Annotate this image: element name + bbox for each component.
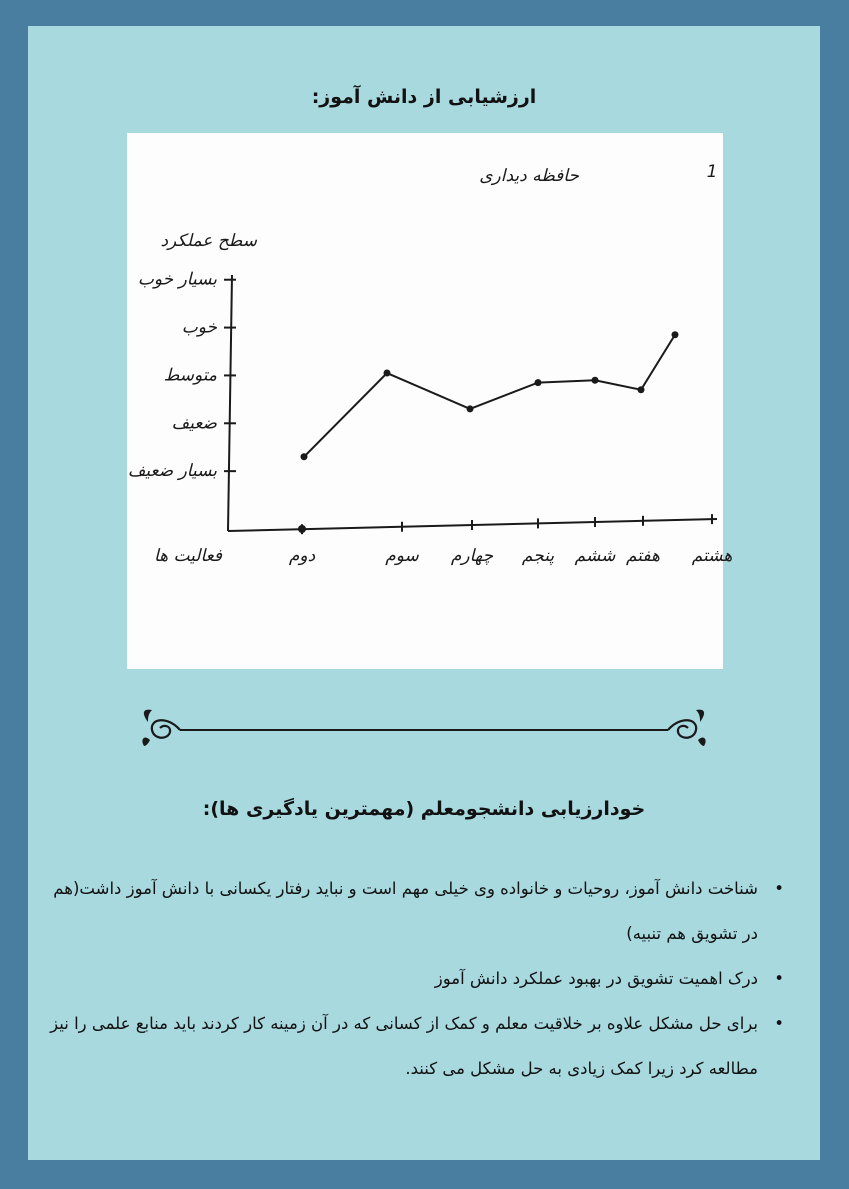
chart-svg <box>127 133 733 669</box>
document-page <box>28 26 820 1160</box>
divider-ornament <box>138 706 710 754</box>
y-tick-label: بسیار ضعیف <box>127 461 217 482</box>
data-point <box>384 370 391 377</box>
data-point <box>467 405 474 412</box>
chart-title: حافظه دیداری <box>479 166 579 186</box>
y-axis-line <box>228 275 232 531</box>
x-tick-label: سوم <box>385 546 419 566</box>
student-evaluation-heading: ارزشیابی از دانش آموز: <box>311 86 537 108</box>
y-tick-label: متوسط <box>163 365 217 386</box>
data-point <box>638 386 645 393</box>
y-tick-label: بسیار خوب <box>137 269 217 290</box>
data-point <box>592 377 599 384</box>
x-tick-label: هشتم <box>691 546 733 566</box>
x-axis-label: فعالیت ها <box>153 546 222 566</box>
list-item: • برای حل مشکل علاوه بر خلاقیت معلم و کمک از کسانی که در آن زمینه کار کردند باید منابع علمی را نیز مطالعه کرد زیرا کمک زیادی به حل مشکل می کنند. <box>48 1001 796 1091</box>
y-tick-label: ضعیف <box>171 413 217 434</box>
x-tick-label: چهارم <box>450 546 494 566</box>
list-item: • درک اهمیت تشویق در بهبود عملکرد دانش آموز <box>48 956 796 1001</box>
data-point <box>301 453 308 460</box>
self-assessment-heading: خودارزیابی دانشجومعلم (مهمترین یادگیری ها): <box>202 798 646 820</box>
x-tick-label: دوم <box>288 546 316 566</box>
hand-drawn-chart <box>127 133 733 669</box>
page-number-mark: 1 <box>706 162 718 182</box>
y-tick-label: خوب <box>181 317 217 338</box>
series-line <box>304 335 675 457</box>
learning-points-list <box>48 866 796 1091</box>
x-tick-label: هفتم <box>625 546 661 566</box>
y-axis-label: سطح عملکرد <box>160 231 257 251</box>
axis-origin-dot <box>298 525 306 533</box>
data-point <box>672 331 679 338</box>
x-tick-label: پنجم <box>521 546 555 566</box>
list-item: • شناخت دانش آموز، روحیات و خانواده وی خیلی مهم است و نباید رفتار یکسانی با دانش آموز داشت(هم در تشویق هم تنبیه) <box>48 866 796 956</box>
data-point <box>535 379 542 386</box>
x-tick-label: ششم <box>574 546 616 566</box>
